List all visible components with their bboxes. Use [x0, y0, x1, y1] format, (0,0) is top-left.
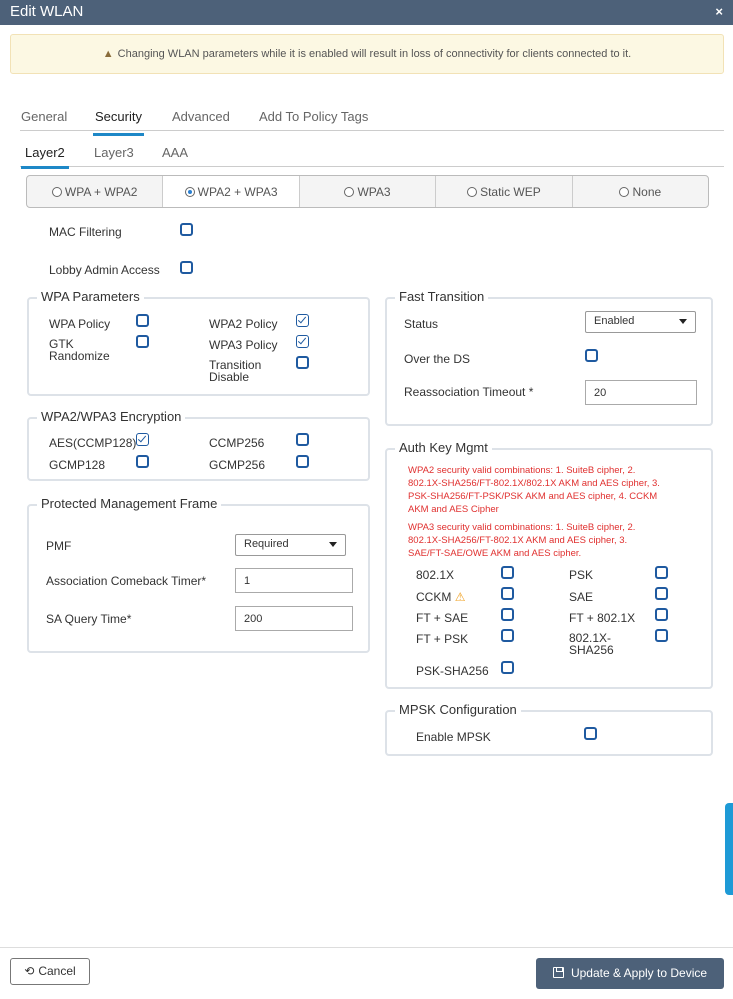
security-subtabs [20, 140, 724, 167]
wpa-parameters-panel [27, 289, 370, 396]
comeback-timer-input[interactable] [235, 568, 353, 593]
warning-text: Changing WLAN parameters while it is enabled will result in loss of connectivity for clients connected to it. [117, 48, 632, 60]
pmf-value: Required [244, 538, 289, 550]
akm-8021x-sha256-checkbox[interactable] [655, 629, 668, 642]
mac-filtering-label: MAC Filtering [49, 225, 122, 239]
warning-icon: ▲ [102, 48, 114, 60]
akm-8021x-label: 802.1X [416, 568, 455, 582]
pmf-title: Protected Management Frame [37, 496, 221, 511]
update-apply-button[interactable] [536, 958, 724, 989]
transition-disable-checkbox[interactable] [296, 356, 309, 369]
gcmp256-label: GCMP256 [209, 458, 266, 472]
mode-label: WPA2 + WPA3 [197, 184, 278, 199]
akm-8021x-checkbox[interactable] [501, 566, 514, 579]
pmf-panel [27, 496, 370, 653]
reassoc-timeout-input[interactable] [585, 380, 697, 405]
over-ds-checkbox[interactable] [585, 349, 598, 362]
akm-psk-sha256-label: PSK-SHA256 [416, 664, 489, 678]
tab-aaa[interactable]: AAA [162, 145, 189, 160]
ft-status-select[interactable] [585, 311, 696, 333]
mode-label: None [632, 184, 662, 199]
akm-ft-8021x-label: FT + 802.1X [569, 611, 636, 625]
akm-cckm-checkbox[interactable] [501, 587, 514, 600]
gcmp128-label: GCMP128 [49, 458, 106, 472]
akm-sae-label: SAE [569, 590, 594, 604]
akm-title: Auth Key Mgmt [395, 440, 492, 455]
warning-banner [10, 34, 724, 74]
cancel-button[interactable] [10, 958, 90, 985]
warning-icon: ⚠ [454, 590, 466, 604]
akm-cckm-label [416, 590, 465, 604]
tab-advanced[interactable]: Advanced [172, 109, 230, 124]
lobby-admin-checkbox[interactable] [180, 261, 193, 274]
mode-wpa-wpa2[interactable] [27, 176, 163, 207]
auth-key-mgmt-panel [385, 440, 713, 689]
main-tabs [20, 100, 724, 131]
wpa-parameters-title: WPA Parameters [37, 289, 144, 304]
transition-disable-label: Transition Disable [209, 358, 262, 384]
chevron-down-icon [679, 319, 687, 324]
chevron-down-icon [329, 542, 337, 547]
security-mode-group [26, 175, 709, 208]
fast-transition-panel [385, 289, 713, 426]
mpsk-title: MPSK Configuration [395, 702, 521, 717]
undo-icon: ⟲ [24, 964, 35, 978]
wpa-policy-checkbox[interactable] [136, 314, 149, 327]
radio-icon [467, 187, 477, 197]
apply-label: Update & Apply to Device [570, 966, 708, 980]
tab-general[interactable]: General [21, 109, 68, 124]
radio-icon [344, 187, 354, 197]
mode-label: Static WEP [480, 184, 541, 199]
wpa2-policy-label: WPA2 Policy [209, 317, 278, 331]
lobby-admin-label: Lobby Admin Access [49, 263, 160, 277]
tab-layer3[interactable]: Layer3 [94, 145, 134, 160]
mpsk-panel [385, 702, 713, 756]
aes-ccmp128-label: AES(CCMP128) [49, 436, 137, 450]
enable-mpsk-checkbox[interactable] [584, 727, 597, 740]
encryption-panel [27, 409, 370, 481]
akm-psk-sha256-checkbox[interactable] [501, 661, 514, 674]
save-icon [553, 967, 564, 978]
dialog-titlebar [0, 0, 733, 25]
mode-label: WPA3 [357, 184, 391, 199]
mode-label: WPA + WPA2 [64, 184, 138, 199]
radio-icon [185, 187, 195, 197]
dialog-footer [0, 947, 733, 999]
mode-wpa2-wpa3[interactable] [163, 176, 299, 207]
scrollbar[interactable] [725, 803, 733, 895]
gtk-randomize-checkbox[interactable] [136, 335, 149, 348]
wpa2-combinations-note: WPA2 security valid combinations: 1. SuiteB cipher, 2. 802.1X-SHA256/FT-802.1X/802.1X AKM and AES cipher, 3. PSK-SHA256/FT-PSK/PSK AKM and AES cipher, 4. CCKM AKM and AES Cipher [408, 465, 660, 515]
radio-icon [52, 187, 62, 197]
radio-icon [619, 187, 629, 197]
tab-layer2[interactable]: Layer2 [25, 145, 65, 160]
cckm-text: CCKM [416, 590, 452, 604]
gcmp128-checkbox[interactable] [136, 455, 149, 468]
ccmp256-label: CCMP256 [209, 436, 265, 450]
reassoc-timeout-label: Reassociation Timeout * [404, 385, 534, 399]
tab-security[interactable]: Security [95, 109, 142, 124]
akm-ft-psk-checkbox[interactable] [501, 629, 514, 642]
sa-query-input[interactable] [235, 606, 353, 631]
comeback-timer-label: Association Comeback Timer* [46, 574, 207, 588]
ft-status-value: Enabled [594, 315, 635, 327]
cancel-label: Cancel [38, 964, 76, 978]
akm-ft-8021x-checkbox[interactable] [655, 608, 668, 621]
akm-ft-sae-label: FT + SAE [416, 611, 469, 625]
akm-ft-psk-label: FT + PSK [416, 632, 469, 646]
wpa-policy-label: WPA Policy [49, 317, 111, 331]
pmf-select[interactable] [235, 534, 346, 556]
akm-8021x-sha256-label: 802.1X- SHA256 [569, 631, 614, 657]
akm-psk-label: PSK [569, 568, 594, 582]
gcmp256-checkbox[interactable] [296, 455, 309, 468]
tab-add-to-policy-tags[interactable]: Add To Policy Tags [259, 109, 369, 124]
mac-filtering-checkbox[interactable] [180, 223, 193, 236]
close-icon[interactable]: × [715, 4, 723, 19]
fast-transition-title: Fast Transition [395, 289, 488, 304]
mode-wpa3[interactable] [300, 176, 436, 207]
aes-ccmp128-checkbox[interactable] [136, 433, 149, 446]
enable-mpsk-label: Enable MPSK [416, 730, 491, 744]
akm-sae-checkbox[interactable] [655, 587, 668, 600]
sa-query-label: SA Query Time* [46, 612, 132, 626]
gtk-randomize-label: GTK Randomize [49, 337, 110, 363]
wpa3-combinations-note: WPA3 security valid combinations: 1. SuiteB cipher, 2. 802.1X-SHA256/FT-802.1X AKM and AES cipher, 3. SAE/FT-SAE/OWE AKM and AES cipher. [408, 522, 636, 559]
pmf-label: PMF [46, 539, 72, 553]
encryption-title: WPA2/WPA3 Encryption [37, 409, 185, 424]
wpa3-policy-label: WPA3 Policy [209, 338, 278, 352]
mode-none[interactable] [573, 176, 708, 207]
wpa2-policy-checkbox[interactable] [296, 314, 309, 327]
ft-status-label: Status [404, 317, 439, 331]
dialog-title: Edit WLAN [10, 3, 84, 20]
over-ds-label: Over the DS [404, 352, 471, 366]
akm-psk-checkbox[interactable] [655, 566, 668, 579]
mode-static-wep[interactable] [436, 176, 572, 207]
ccmp256-checkbox[interactable] [296, 433, 309, 446]
wpa3-policy-checkbox[interactable] [296, 335, 309, 348]
akm-ft-sae-checkbox[interactable] [501, 608, 514, 621]
